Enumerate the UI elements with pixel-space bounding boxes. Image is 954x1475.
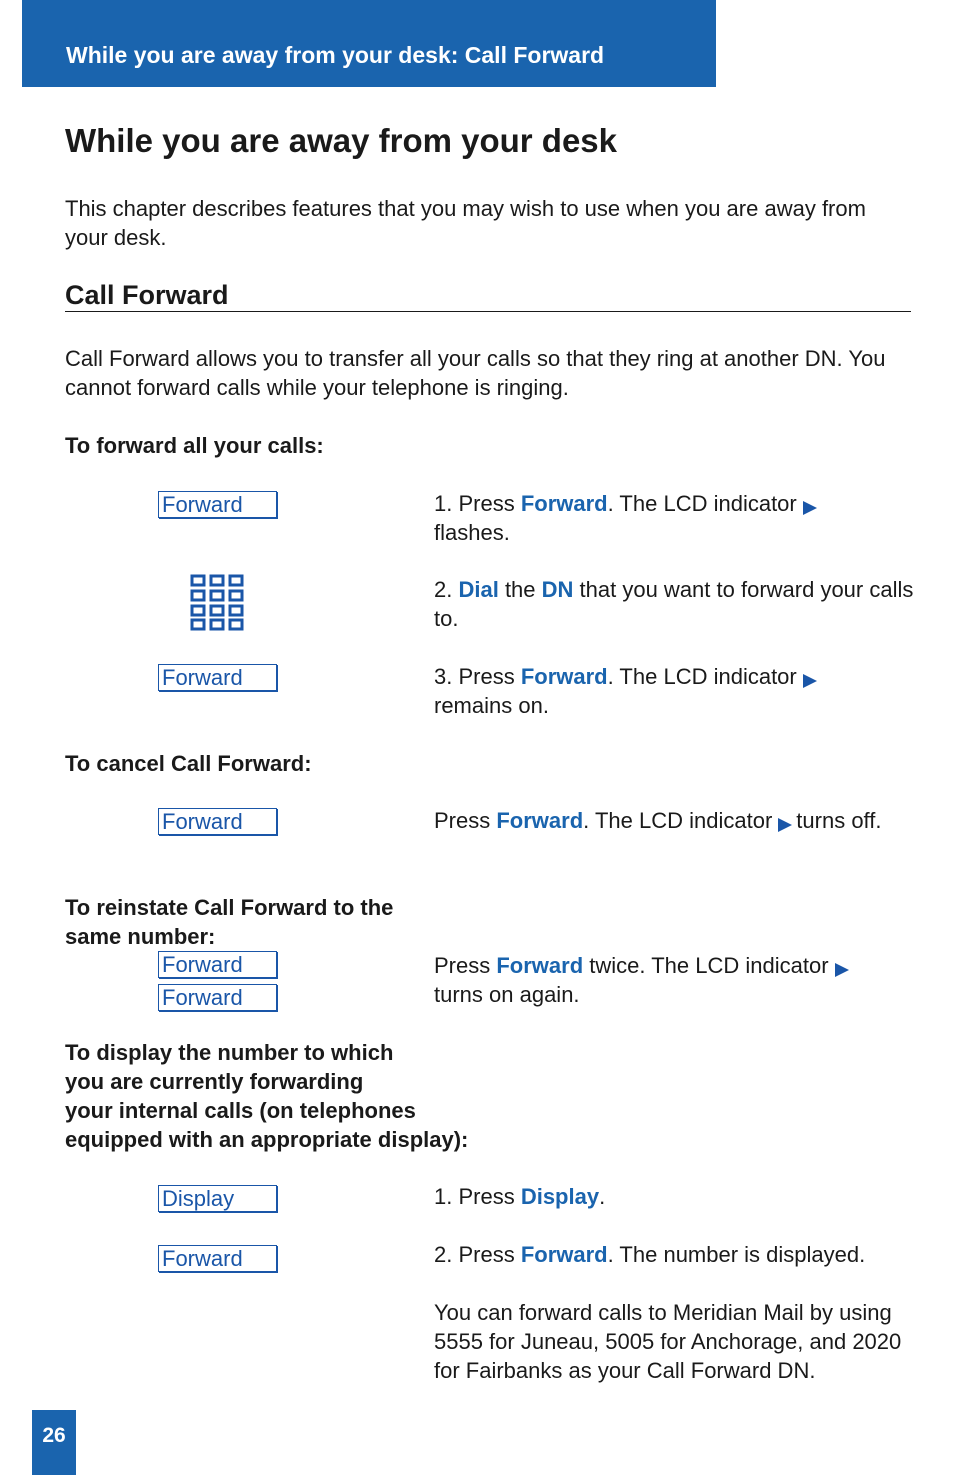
lcd-indicator-triangle-icon: [803, 501, 817, 515]
page-number: 26: [42, 1424, 66, 1447]
step-key-name: Forward: [520, 664, 608, 689]
step-text: that you want to forward your calls to.: [434, 577, 914, 631]
page-title: While you are away from your desk: [65, 122, 618, 159]
step-text: flashes.: [434, 520, 510, 545]
step-text: the: [498, 577, 542, 602]
step-text: turns off.: [796, 808, 882, 833]
step-action-dial: Dial: [458, 577, 499, 602]
heading-line: equipped with an appropriate display):: [65, 1127, 469, 1152]
forward-key: Forward: [158, 951, 277, 978]
display-key: Display: [158, 1185, 277, 1212]
lcd-indicator-triangle-icon: [803, 674, 817, 688]
cancel-heading: To cancel Call Forward:: [65, 751, 312, 776]
cancel-step: [434, 806, 914, 835]
display-step-1: [434, 1182, 914, 1211]
step-key-name: Forward: [496, 808, 584, 833]
step-text: .: [599, 1184, 606, 1209]
forward-step-1: [434, 489, 914, 547]
step-text: Press: [434, 953, 497, 978]
step-text: . The LCD indicator: [607, 491, 797, 516]
step-term-dn: DN: [541, 577, 574, 602]
dial-pad-icon: [190, 574, 244, 631]
section-title: Call Forward: [65, 280, 911, 312]
heading-line: your internal calls (on telephones: [65, 1098, 416, 1123]
forward-step-2: [434, 575, 914, 633]
step-text: Press: [434, 808, 497, 833]
meridian-mail-note: You can forward calls to Meridian Mail by using 5555 for Juneau, 5005 for Anchorage, and 2020 for Fairbanks as your Call Forward DN.: [434, 1300, 902, 1383]
display-number-heading: [65, 1038, 468, 1154]
step-text: turns on again.: [434, 982, 580, 1007]
step-key-name: Forward: [496, 953, 584, 978]
running-header: [22, 0, 716, 87]
heading-line: you are currently forwarding: [65, 1069, 364, 1094]
forward-key: Forward: [158, 1245, 277, 1272]
forward-step-3: [434, 662, 914, 720]
reinstate-step: [434, 951, 914, 1009]
display-step-2: [434, 1240, 914, 1269]
forward-key: Forward: [158, 491, 277, 518]
step-text: 3. Press: [434, 664, 521, 689]
lcd-indicator-triangle-icon: [778, 818, 792, 832]
step-text: . The LCD indicator: [583, 808, 773, 833]
step-text: . The number is displayed.: [607, 1242, 866, 1267]
step-text: 2. Press: [434, 1242, 521, 1267]
page-number-box: [32, 1410, 76, 1475]
step-text: 1. Press: [434, 491, 521, 516]
reinstate-heading: [65, 893, 393, 951]
forward-key: Forward: [158, 664, 277, 691]
step-key-name: Forward: [520, 1242, 608, 1267]
heading-line: same number:: [65, 924, 216, 949]
forward-key: Forward: [158, 984, 277, 1011]
intro-paragraph: This chapter describes features that you may wish to use when you are away from your desk.: [65, 196, 866, 250]
lcd-indicator-triangle-icon: [835, 963, 849, 977]
heading-line: To display the number to which: [65, 1040, 394, 1065]
running-header-text: While you are away from your desk: Call Forward: [66, 42, 605, 68]
step-text: remains on.: [434, 693, 549, 718]
heading-line: To reinstate Call Forward to the: [65, 895, 394, 920]
forward-key: Forward: [158, 808, 277, 835]
forward-all-heading: To forward all your calls:: [65, 433, 324, 458]
step-text: 2.: [434, 577, 459, 602]
step-text: . The LCD indicator: [607, 664, 797, 689]
step-key-name: Forward: [520, 491, 608, 516]
step-key-name: Display: [520, 1184, 600, 1209]
section-description: Call Forward allows you to transfer all your calls so that they ring at another DN. You cannot forward calls while your telephone is ringing.: [65, 346, 886, 400]
step-text: twice. The LCD indicator: [583, 953, 829, 978]
step-text: 1. Press: [434, 1184, 521, 1209]
